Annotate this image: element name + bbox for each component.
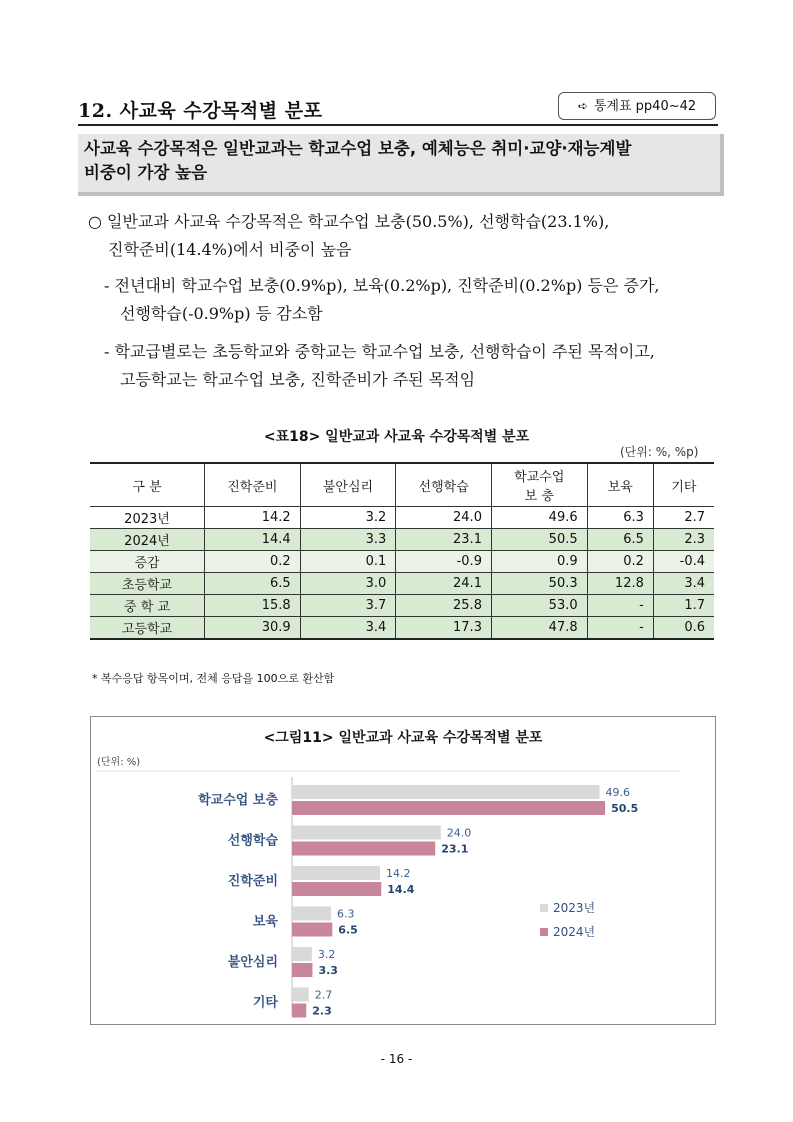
figure-title: <그림11> 일반교과 사교육 수강목적별 분포 [263, 730, 543, 746]
table-cell: 0.2 [205, 551, 301, 573]
bar-2023 [292, 785, 600, 799]
table-cell: 6.5 [205, 573, 301, 595]
data-label-2023: 24.0 [446, 826, 472, 840]
table-cell: -0.9 [396, 551, 492, 573]
table-cell: 53.0 [491, 595, 587, 617]
table-cell: 1.7 [653, 595, 714, 617]
bar-2023 [292, 866, 380, 880]
table-cell: 30.9 [205, 617, 301, 640]
sub-bullet-2-line-1: - 학교급별로는 초등학교와 중학교는 학교수업 보충, 선행학습이 주된 목적이고, [104, 342, 655, 361]
row-label: 고등학교 [90, 617, 205, 640]
table-cell: 2.3 [653, 529, 714, 551]
table-cell: 3.4 [653, 573, 714, 595]
table-cell: 47.8 [491, 617, 587, 640]
data-label-2023: 49.6 [605, 786, 631, 799]
table-cell: 3.2 [300, 507, 396, 529]
header-line: 보 충 [524, 489, 554, 504]
table-cell: 24.0 [396, 507, 492, 529]
table-caption: <표18> 일반교과 사교육 수강목적별 분포 [263, 429, 530, 445]
legend-swatch-2023 [540, 904, 548, 912]
legend-label-2024: 2024년 [553, 925, 596, 939]
main-bullet [88, 208, 728, 264]
bar-2023 [292, 826, 441, 840]
bar-2024 [292, 842, 435, 856]
table-cell: 17.3 [396, 617, 492, 640]
row-label: 중 학 교 [90, 595, 205, 617]
table-cell: 6.3 [587, 507, 653, 529]
purpose-table [90, 462, 714, 640]
data-label-2023: 3.2 [317, 948, 336, 961]
data-label-2024: 14.4 [387, 883, 415, 896]
stats-table-reference-label: 통계표 pp40~42 [593, 99, 697, 114]
summary-line-1: 사교육 수강목적은 일반교과는 학교수업 보충, 예체능은 취미·교양·재능계발 [84, 139, 632, 158]
bar-2024 [292, 1004, 306, 1018]
figure-unit: (단위: %) [97, 757, 141, 768]
table-cell: 3.4 [300, 617, 396, 640]
summary-line-2: 비중이 가장 높음 [84, 163, 208, 182]
legend-label-2023: 2023년 [553, 901, 596, 915]
summary-box [78, 134, 724, 196]
bar-2024 [292, 882, 381, 896]
data-label-2023: 2.7 [314, 988, 333, 1002]
table-cell: 15.8 [205, 595, 301, 617]
table-cell: 2.7 [653, 507, 714, 529]
sub-bullet-1-line-1: - 전년대비 학교수업 보충(0.9%p), 보육(0.2%p), 진학준비(0.2%p) 등은 증가, [104, 276, 660, 295]
category-label: 학교수업 보충 [198, 793, 278, 808]
table-cell: - [587, 595, 653, 617]
table-note: * 복수응답 항목이며, 전체 응답을 100으로 환산함 [92, 672, 335, 685]
table-cell: 49.6 [491, 507, 587, 529]
header-col: 기타 [653, 463, 714, 507]
row-label: 2024년 [90, 529, 205, 551]
table-row [90, 595, 714, 617]
table-cell: 0.6 [653, 617, 714, 640]
table-cell: 14.4 [205, 529, 301, 551]
bar-2023 [292, 907, 331, 921]
bar-2023 [292, 947, 312, 961]
table-cell: 3.3 [300, 529, 396, 551]
data-label-2024: 23.1 [441, 842, 469, 856]
table-row [90, 529, 714, 551]
header-col: 보육 [587, 463, 653, 507]
bar-2024 [292, 801, 605, 815]
sub-bullet-1 [104, 272, 724, 328]
main-bullet-line-2: 진학준비(14.4%)에서 비중이 높음 [108, 240, 352, 259]
table-cell: 25.8 [396, 595, 492, 617]
table-cell: 3.0 [300, 573, 396, 595]
category-label: 기타 [252, 995, 278, 1011]
category-label: 선행학습 [227, 833, 278, 849]
table-cell: 50.5 [491, 529, 587, 551]
header-col-school-supplement [491, 463, 587, 507]
table-unit: (단위: %, %p) [620, 445, 699, 459]
table-cell: 3.7 [300, 595, 396, 617]
title-underline [78, 124, 718, 126]
table-cell: - [587, 617, 653, 640]
table-cell: 14.2 [205, 507, 301, 529]
category-label: 불안심리 [227, 955, 278, 970]
legend-swatch-2024 [540, 928, 548, 936]
table-row [90, 573, 714, 595]
main-bullet-line-1: ○ 일반교과 사교육 수강목적은 학교수업 보충(50.5%), 선행학습(23.1%), [88, 212, 610, 231]
table-cell: 23.1 [396, 529, 492, 551]
table-cell: -0.4 [653, 551, 714, 573]
sub-bullet-1-line-2: 선행학습(-0.9%p) 등 감소함 [120, 304, 323, 323]
data-label-2024: 3.3 [318, 964, 338, 977]
header-category: 구 분 [90, 463, 205, 507]
sub-bullet-2-line-2: 고등학교는 학교수업 보충, 진학준비가 주된 목적임 [120, 370, 476, 389]
bar-chart [91, 717, 715, 1024]
data-label-2023: 6.3 [337, 907, 355, 921]
data-label-2024: 2.3 [312, 1004, 332, 1018]
category-label: 보육 [252, 914, 278, 930]
row-label: 증감 [90, 551, 205, 573]
table-cell: 0.1 [300, 551, 396, 573]
bar-2023 [292, 988, 309, 1002]
table-cell: 0.9 [491, 551, 587, 573]
header-col: 불안심리 [300, 463, 396, 507]
bar-2024 [292, 963, 312, 977]
table-cell: 50.3 [491, 573, 587, 595]
table-cell: 12.8 [587, 573, 653, 595]
figure-box [90, 716, 716, 1025]
category-label: 진학준비 [227, 874, 278, 889]
header-col: 진학준비 [205, 463, 301, 507]
row-label: 초등학교 [90, 573, 205, 595]
bar-2024 [292, 923, 332, 937]
section-title: 12. 사교육 수강목적별 분포 [78, 100, 323, 122]
header-col: 선행학습 [396, 463, 492, 507]
table-row [90, 617, 714, 640]
arrow-icon: ➪ [577, 99, 588, 113]
header-line: 학교수업 [514, 470, 565, 485]
data-label-2023: 14.2 [386, 867, 411, 880]
table-row [90, 551, 714, 573]
table-cell: 0.2 [587, 551, 653, 573]
table-cell: 24.1 [396, 573, 492, 595]
page-number: - 16 - [380, 1052, 413, 1066]
sub-bullet-2 [104, 338, 724, 394]
data-label-2024: 50.5 [611, 802, 639, 815]
row-label: 2023년 [90, 507, 205, 529]
table-row [90, 507, 714, 529]
data-label-2024: 6.5 [338, 923, 358, 937]
table-cell: 6.5 [587, 529, 653, 551]
stats-table-reference [558, 92, 716, 120]
table-header-row [90, 463, 714, 507]
